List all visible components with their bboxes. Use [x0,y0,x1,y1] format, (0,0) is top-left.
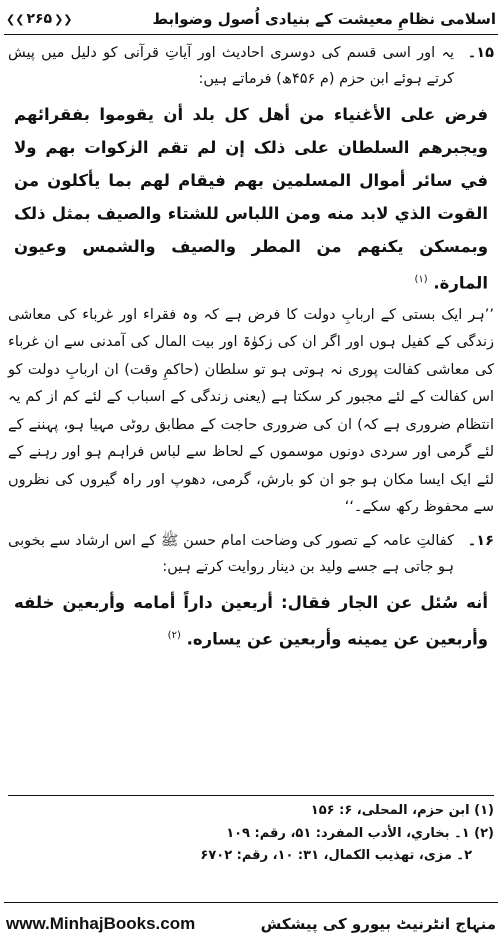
page-footer [6,910,496,938]
paragraph-number: ۱۵۔ [467,45,494,61]
arabic-quotation-text: فرض على الأغنياء من أهل كل بلد أن يقوموا بفقرائهم ويجبرهم السلطان على ذلک إن لم تقم الزكوات بهم ولا في سائر أموال المسلمين بهم فيقام لهم بما يأكلون من القوت الذي لابد منه ومن اللباس للشتاء والصيف بمثل ذلک وبمسكن يكنهم من المطر والصيف والشمس وعيون المارة. [14,105,488,293]
footnote-ref-1: (۱) [414,274,428,285]
paragraph-15 [8,40,494,92]
footer-divider [4,902,498,903]
paragraph-text: کفالتِ عامہ کے تصور کی وضاحت امام حسن ﷺ کے اس ارشاد سے بخوبی ہو جاتی ہے جسے ولید بن دینار روایت کرتے ہیں: [8,532,454,575]
ornament-left-icon: ❮❮ [6,12,25,26]
arabic-quotation-text: أنه سُئل عن الجار فقال: أربعين داراً أمامه وأربعين خلفه وأربعين عن يمينه وأربعين عن يساره. [14,592,488,648]
page-header [6,6,496,32]
footnote-2b: ۲۔ مزی، تهذيب الكمال، ۳۱: ۱۰، رقم: ۶۷۰۲ [200,848,472,863]
arabic-quotation-2 [8,586,494,656]
paragraph-number: ۱۶۔ [467,532,494,549]
page-number [6,11,73,27]
website-link[interactable]: www.MinhajBooks.com [6,914,196,933]
header-divider [4,34,498,35]
paragraph-16 [8,528,494,580]
ornament-right-icon: ❯❯ [54,12,73,26]
footnotes [8,800,494,868]
paragraph-text: یہ اور اسی قسم کی دوسری احادیث اور آیاتِ قرآنی کو دلیل میں پیش کرتے ہوئے ابن حزم (م ۴۵۶ھ) فرماتے ہیں: [8,45,454,87]
footnote-ref-2: (۲) [167,629,181,641]
footnote-1: (۱) ابن حزم، المحلى، ۶: ۱۵۶ [310,803,494,818]
publisher-credit: منہاج انٹرنیٹ بیورو کی پیشکش [260,915,496,933]
footnote-divider [8,795,494,796]
arabic-quotation-1 [8,98,494,300]
page-number-value: ۲۶۵ [26,11,53,27]
running-header-title: اسلامی نظامِ معیشت کے بنیادی اُصول وضوابط [152,10,496,28]
page-body [8,40,494,655]
urdu-translation-quote: ’’ہر ایک بستی کے اربابِ دولت کا فرض ہے کہ وہ فقراء اور غرباء کی معاشی زندگی کے کفیل ہوں اور اگر ان کی زکوٰۃ اور بیت المال کی آمدنی سے ان غرباء کی معاشی کفالت پوری نہ ہوتی ہو تو سلطان (حاکمِ وقت) ان اربابِ دولت کو اس کفالت کے لئے مجبور کر سکتا ہے (یعنی زندگی کے اسباب کے لئے کم از کم یہ انتظام ضروری ہے کہ) ان کی ضروری حاجت کے مطابق روٹی مہیا ہو، پہننے کے لئے گرمی اور سردی دونوں موسموں کے لحاظ سے لباس فراہم ہو اور رہنے کے لئے ایک ایسا مکان ہو جو ان کو بارش، گرمی، دھوپ اور راہ گیروں کی نظروں سے محفوظ رکھ سکے۔‘‘ [8,306,494,515]
footnote-2: (۲) ۱۔ بخاري، الأدب المفرد: ۵۱، رقم: ۱۰۹ [226,825,494,841]
